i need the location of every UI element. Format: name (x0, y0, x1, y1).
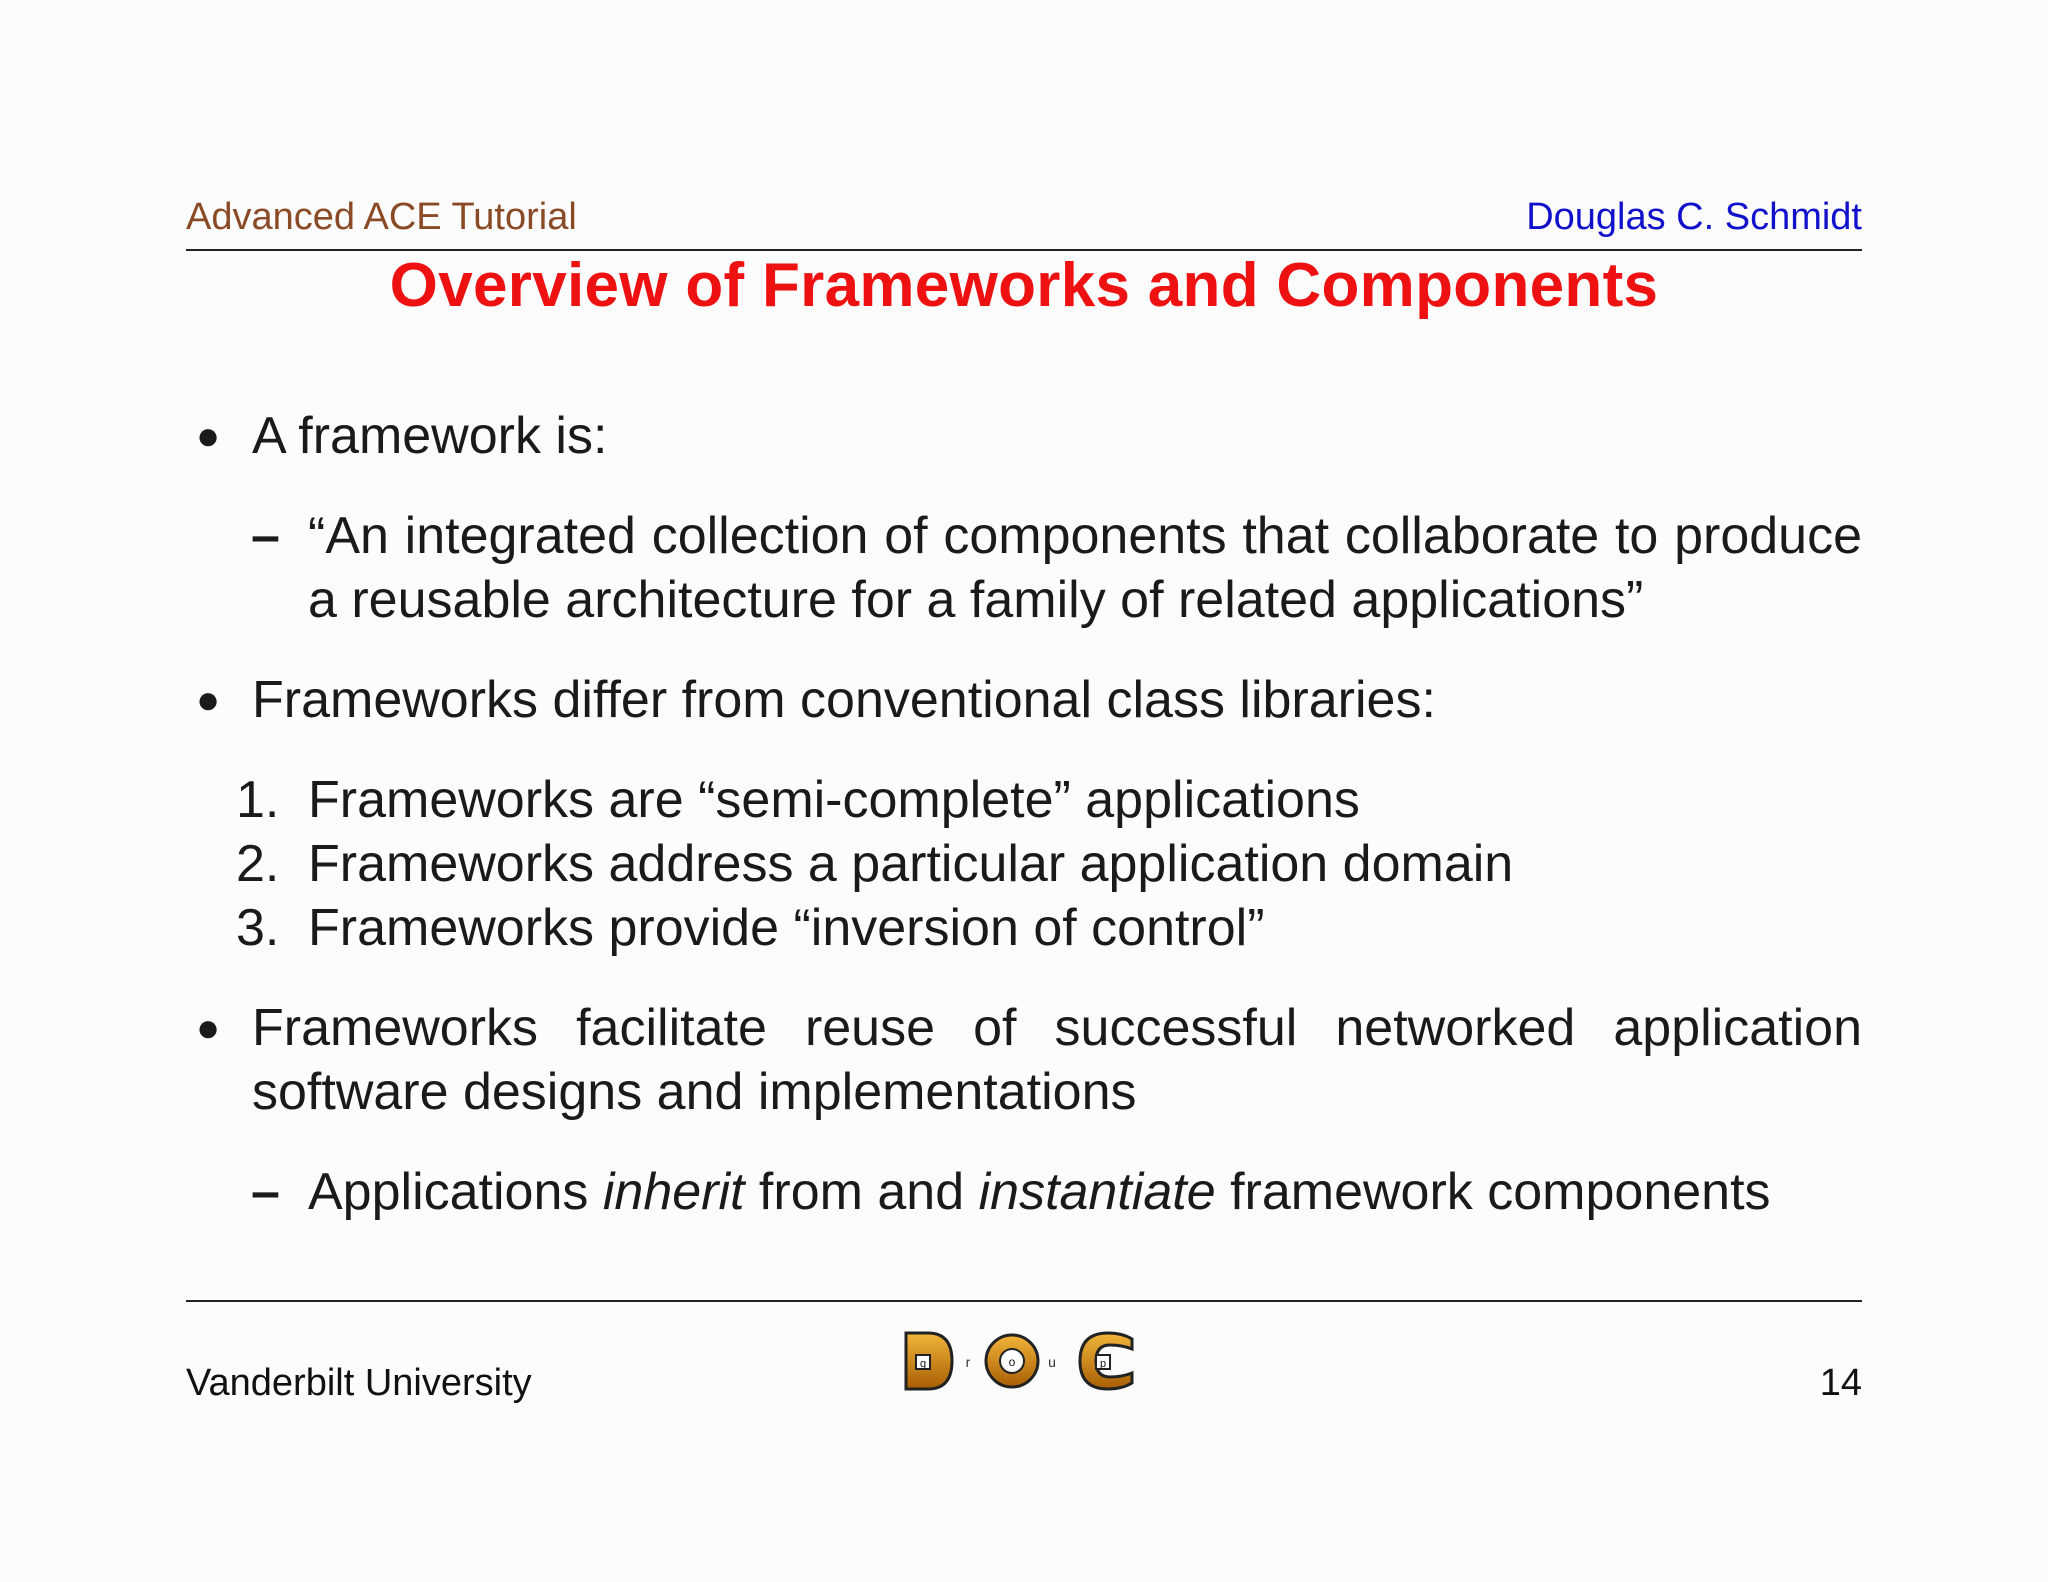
logo-letter-p: p (1099, 1358, 1107, 1370)
list-number: 1. (236, 771, 280, 829)
list-number: 2. (236, 835, 280, 893)
list-item-text: Frameworks address a particular application domain (308, 835, 1514, 893)
dash-icon: – (251, 1163, 280, 1221)
emphasis-inherit: inherit (602, 1163, 745, 1221)
footer-institution: Vanderbilt University (186, 1362, 532, 1404)
sub-item-text: Applications inherit from and instantiate framework components (308, 1163, 1771, 1221)
bullet-item (186, 996, 1862, 1124)
bullet-item (186, 668, 1862, 732)
bullet-icon: ● (196, 678, 221, 722)
emphasis-instantiate: instantiate (978, 1163, 1216, 1221)
sub-item (186, 504, 1862, 632)
doc-group-logo (900, 1325, 1150, 1397)
footer-divider (186, 1300, 1862, 1302)
numbered-list-item (186, 896, 1862, 960)
bullet-text: Frameworks differ from conventional class libraries: (252, 671, 1436, 729)
bullet-text: Frameworks facilitate reuse of successful networked application software designs and implementations (252, 999, 1862, 1121)
list-number: 3. (236, 899, 280, 957)
logo-letter-u: u (1048, 1354, 1056, 1370)
sub-item (186, 1160, 1862, 1224)
page-number: 14 (1819, 1362, 1862, 1404)
bullet-icon: ● (196, 414, 221, 458)
list-item-text: Frameworks provide “inversion of control” (308, 899, 1265, 957)
logo-letter-o: o (1008, 1355, 1016, 1369)
numbered-list-item (186, 832, 1862, 896)
bullet-item (186, 404, 1862, 468)
header-author: Douglas C. Schmidt (1526, 196, 1862, 238)
list-item-text: Frameworks are “semi-complete” applications (308, 771, 1360, 829)
logo-letter-g: g (919, 1358, 927, 1370)
dash-icon: – (251, 507, 280, 565)
header-course-title: Advanced ACE Tutorial (186, 196, 577, 238)
bullet-text: A framework is: (252, 407, 608, 465)
numbered-list (186, 768, 1862, 960)
slide-content (186, 404, 1862, 1224)
logo-letter-r: r (965, 1354, 971, 1370)
slide-title: Overview of Frameworks and Components (389, 251, 1659, 320)
numbered-list-item (186, 768, 1862, 832)
sub-item-text: “An integrated collection of components that collaborate to produce a reusable architecture for a family of related applications” (308, 507, 1862, 629)
bullet-icon: ● (196, 1006, 221, 1050)
